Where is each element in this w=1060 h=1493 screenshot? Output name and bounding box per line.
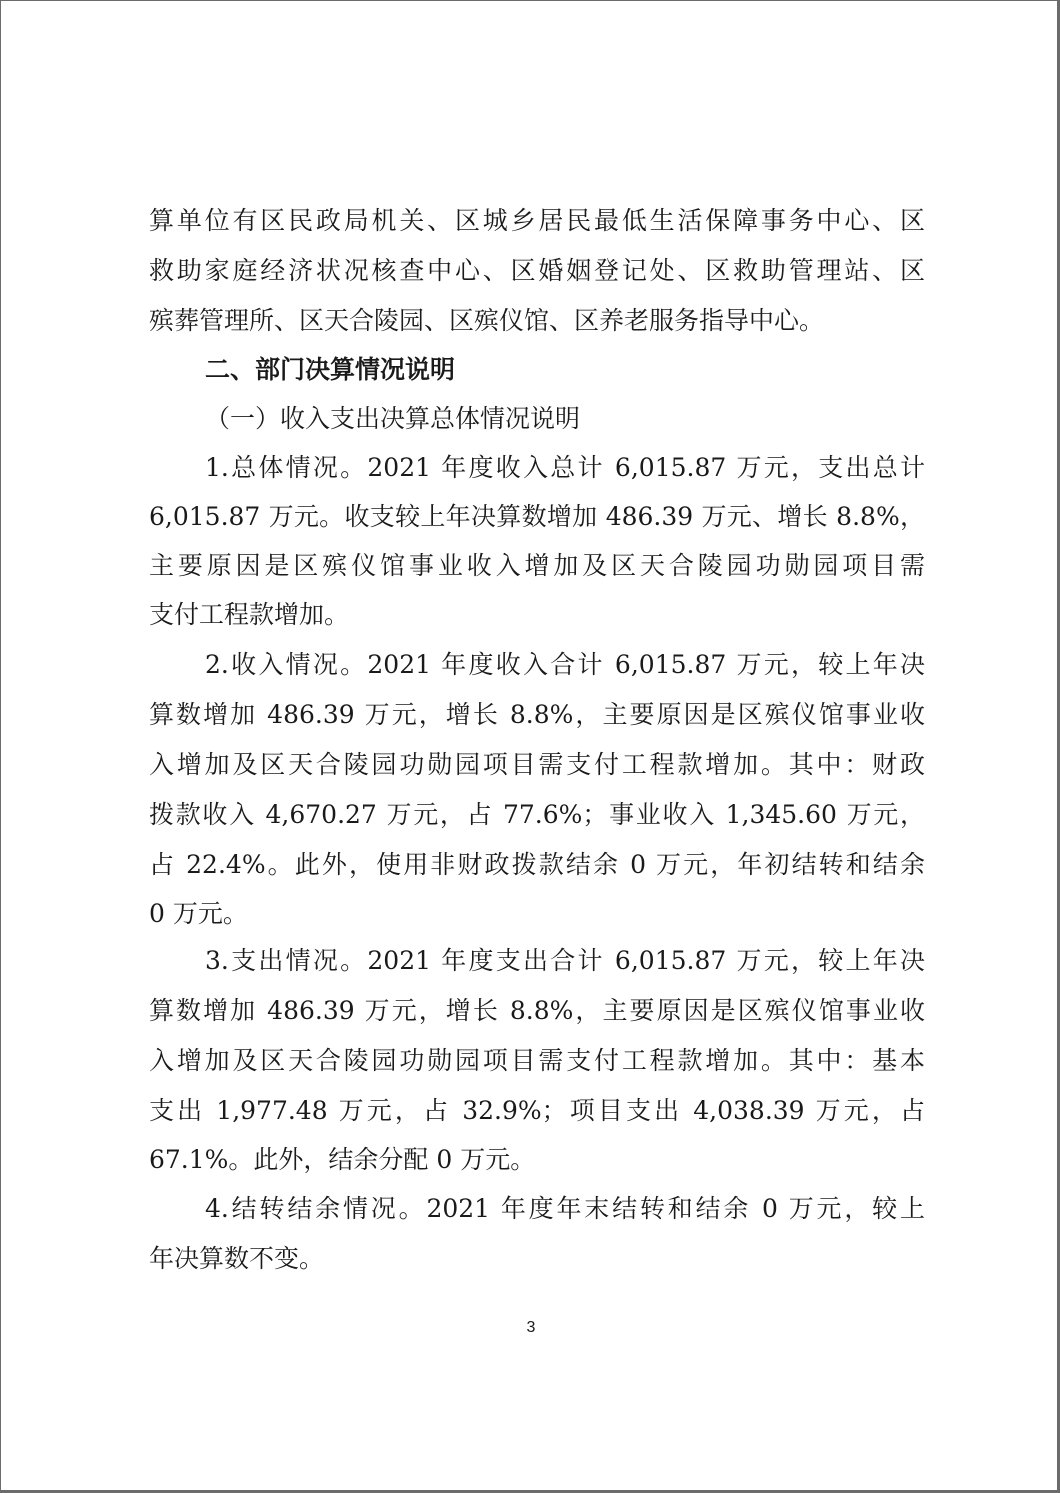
paragraph-line: 2.收入情况。2021 年度收入合计 6,015.87 万元，较上年决 (205, 650, 925, 679)
paragraph-line: 支付工程款增加。 (149, 600, 350, 629)
paragraph-line: 算单位有区民政局机关、区城乡居民最低生活保障事务中心、区 (149, 206, 925, 235)
paragraph-line: 入增加及区天合陵园功勋园项目需支付工程款增加。其中：财政 (149, 750, 925, 779)
paragraph-line: 入增加及区天合陵园功勋园项目需支付工程款增加。其中：基本 (149, 1046, 925, 1075)
paragraph-line: 救助家庭经济状况核查中心、区婚姻登记处、区救助管理站、区 (149, 256, 925, 285)
paragraph-line: 算数增加 486.39 万元，增长 8.8%，主要原因是区殡仪馆事业收 (149, 700, 925, 729)
section-heading: 二、部门决算情况说明 (205, 355, 456, 384)
paragraph-line: 算数增加 486.39 万元，增长 8.8%，主要原因是区殡仪馆事业收 (149, 996, 925, 1025)
paragraph-line: 拨款收入 4,670.27 万元，占 77.6%；事业收入 1,345.60 万元， (149, 800, 925, 829)
paragraph-line: 67.1%。此外，结余分配 0 万元。 (149, 1145, 536, 1174)
paragraph-line: 1.总体情况。2021 年度收入总计 6,015.87 万元，支出总计 (205, 453, 925, 482)
paragraph-line: 4.结转结余情况。2021 年度年末结转和结余 0 万元，较上 (205, 1194, 925, 1223)
paragraph-line: 6,015.87 万元。收支较上年决算数增加 486.39 万元、增长 8.8%， (149, 502, 925, 531)
subsection-heading: （一）收入支出决算总体情况说明 (205, 404, 581, 433)
paragraph-line: 殡葬管理所、区天合陵园、区殡仪馆、区养老服务指导中心。 (149, 306, 825, 335)
paragraph-line: 支出 1,977.48 万元，占 32.9%；项目支出 4,038.39 万元，占 (149, 1096, 925, 1125)
paragraph-line: 主要原因是区殡仪馆事业收入增加及区天合陵园功勋园项目需 (149, 551, 925, 580)
paragraph-line: 3.支出情况。2021 年度支出合计 6,015.87 万元，较上年决 (205, 946, 925, 975)
paragraph-line: 年决算数不变。 (149, 1244, 325, 1273)
page-number: 3 (526, 1319, 536, 1336)
paragraph-line: 0 万元。 (149, 899, 248, 928)
paragraph-line: 占 22.4%。此外，使用非财政拨款结余 0 万元，年初结转和结余 (149, 850, 925, 879)
